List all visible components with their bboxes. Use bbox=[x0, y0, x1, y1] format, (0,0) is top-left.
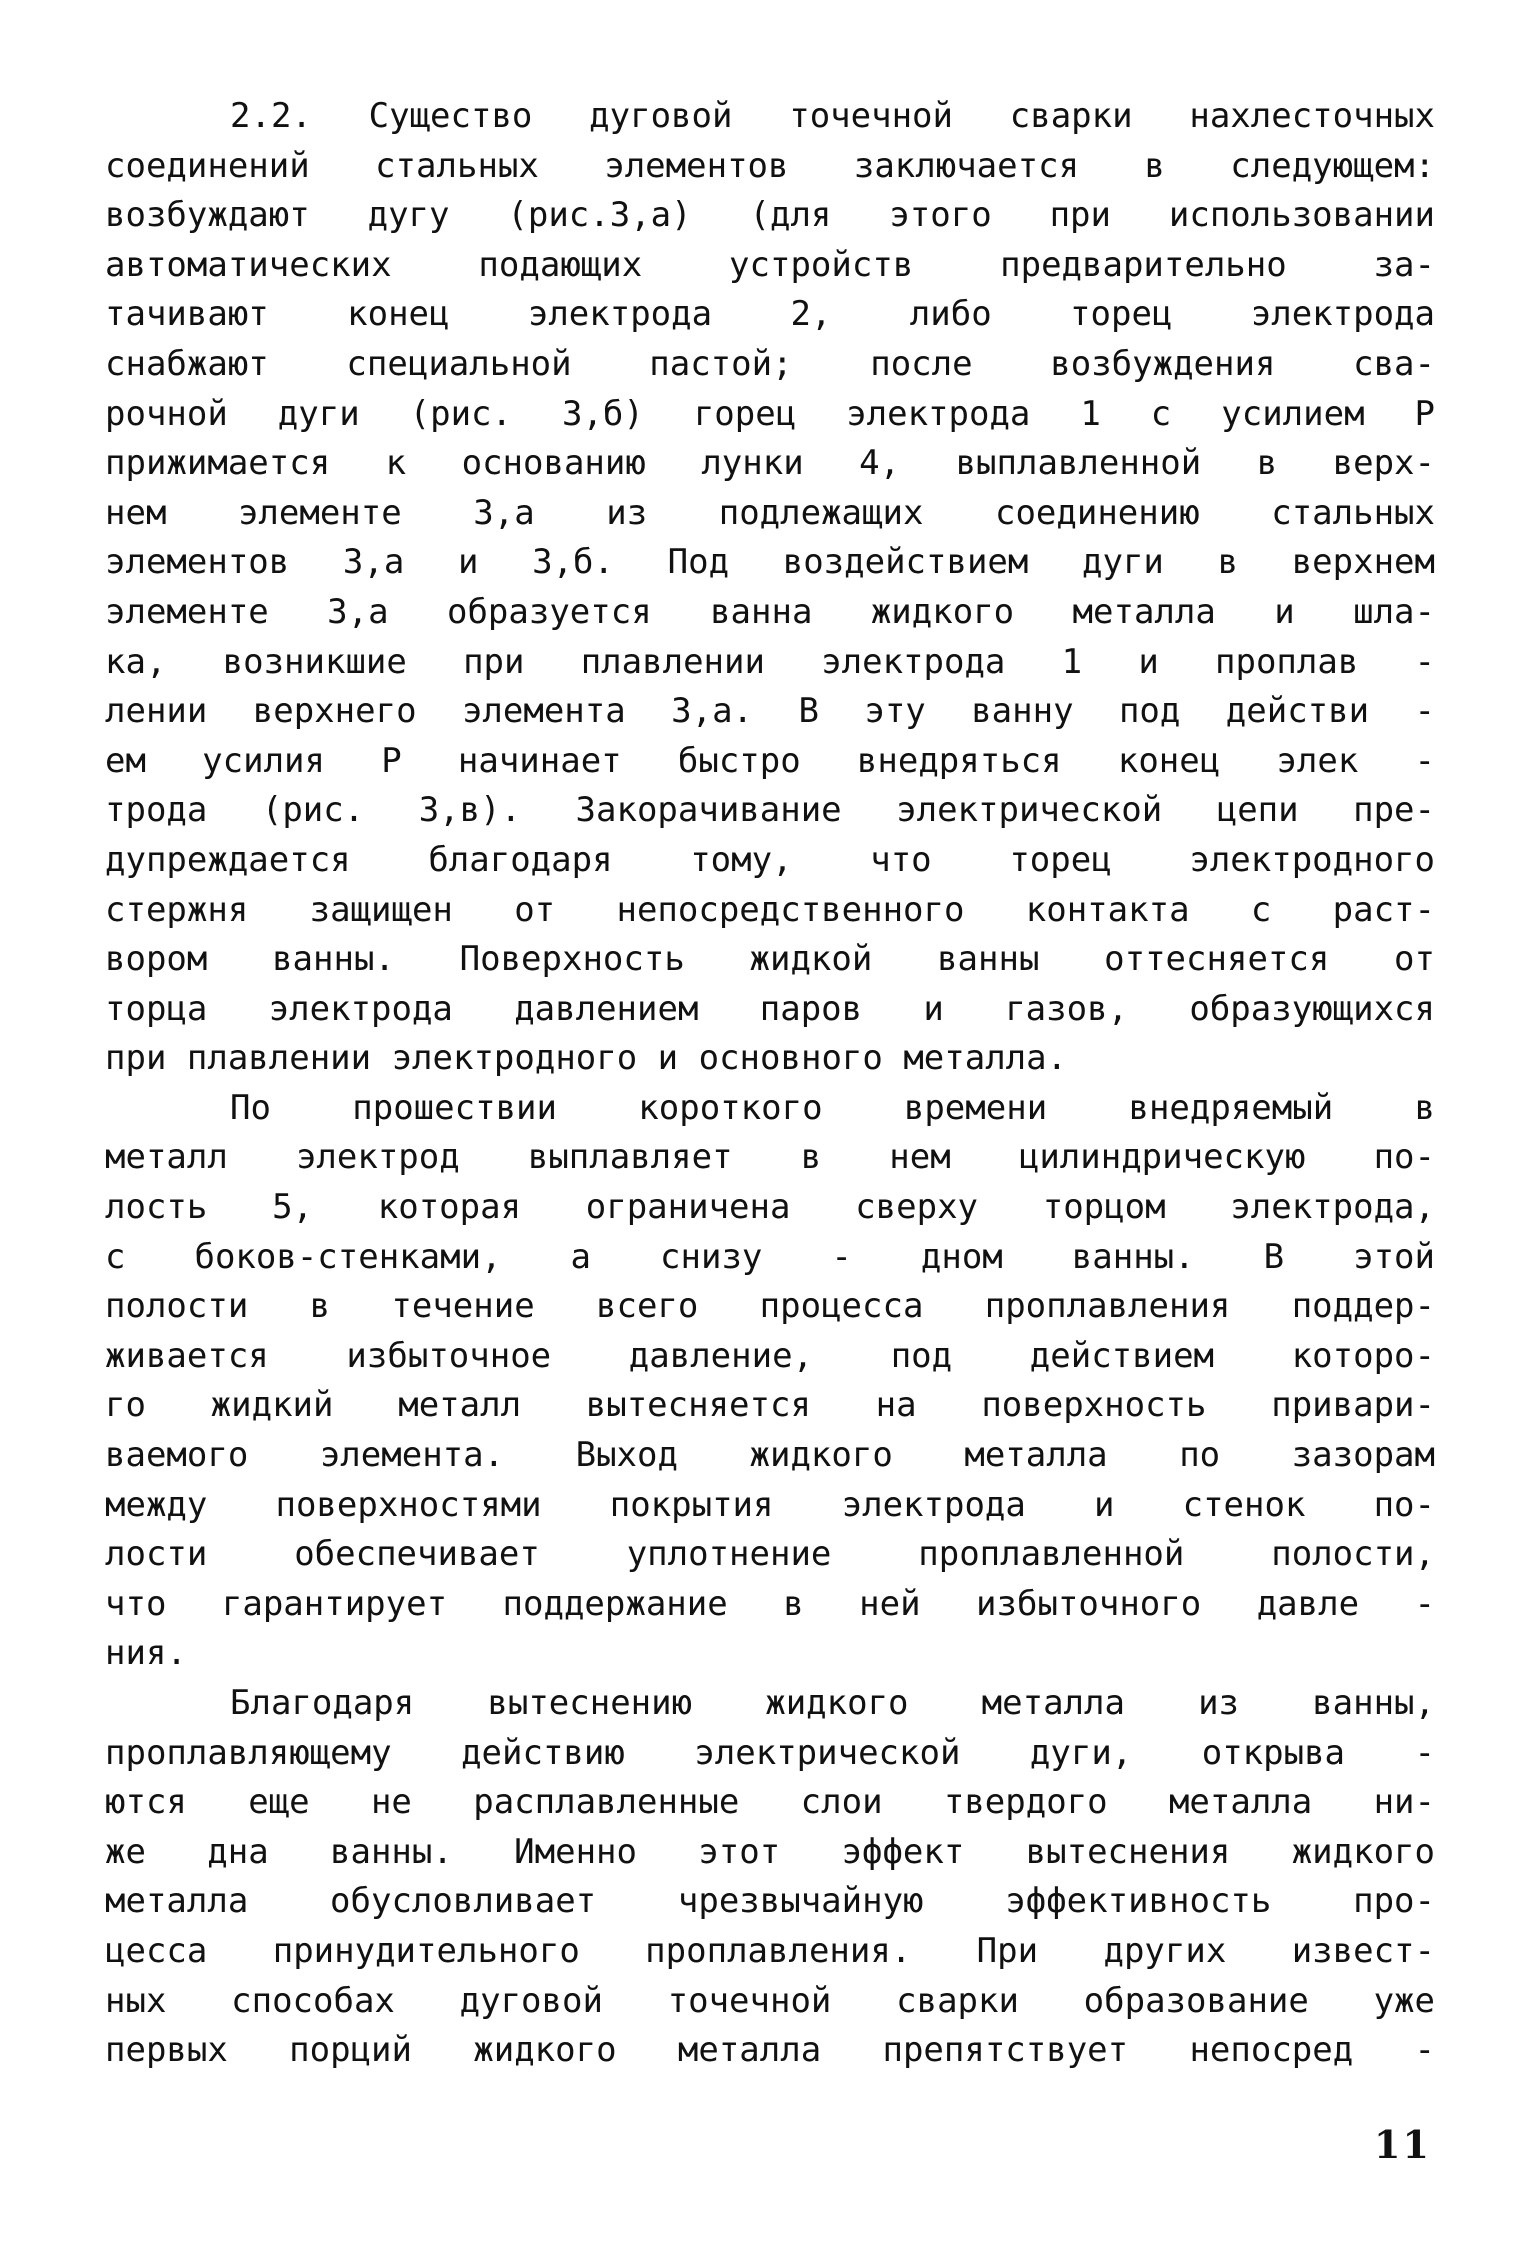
text-line: трода (рис. 3,в). Закорачивание электрической цепи пре- bbox=[105, 790, 1435, 831]
text-line: металл электрод выплавляет в нем цилиндрическую по- bbox=[105, 1137, 1435, 1178]
text-line: возбуждают дугу (рис.3,а) (для этого при использовании bbox=[105, 195, 1435, 236]
text-line: живается избыточное давление, под действием которо- bbox=[105, 1335, 1435, 1376]
text-line: ем усилия Р начинает быстро внедряться конец элек - bbox=[105, 740, 1435, 781]
text-line: между поверхностями покрытия электрода и стенок по- bbox=[105, 1484, 1435, 1525]
text-line: что гарантирует поддержание в ней избыточного давле - bbox=[105, 1583, 1435, 1624]
text-line: тачивают конец электрода 2, либо торец электрода bbox=[105, 294, 1435, 335]
text-line: ка, возникшие при плавлении электрода 1 и проплав - bbox=[105, 641, 1435, 682]
paragraph-3 bbox=[105, 1679, 1435, 2076]
text-line: торца электрода давлением паров и газов, образующихся bbox=[105, 988, 1435, 1029]
text-line: 2.2. Существо дуговой точечной сварки нахлесточных bbox=[230, 96, 1435, 136]
text-line: дупреждается благодаря тому, что торец электродного bbox=[105, 839, 1435, 880]
text-line: Благодаря вытеснению жидкого металла из ванны, bbox=[230, 1683, 1435, 1723]
text-line: же дна ванны. Именно этот эффект вытеснения жидкого bbox=[105, 1831, 1435, 1872]
text-line: вором ванны. Поверхность жидкой ванны оттесняется от bbox=[105, 939, 1435, 980]
text-line: прижимается к основанию лунки 4, выплавленной в верх- bbox=[105, 443, 1435, 484]
text-line: По прошествии короткого времени внедряемый в bbox=[230, 1087, 1435, 1128]
text-line: проплавляющему действию электрической дуги, открыва - bbox=[105, 1732, 1435, 1773]
page-number: 11 bbox=[1374, 2122, 1431, 2167]
text-line: ных способах дуговой точечной сварки образование уже bbox=[105, 1980, 1435, 2021]
paragraph-2 bbox=[105, 1084, 1435, 1679]
text-line: цесса принудительного проплавления. При других извест- bbox=[105, 1930, 1435, 1971]
paragraph-1 bbox=[105, 92, 1435, 1084]
text-line: при плавлении электродного и основного металла. bbox=[105, 1038, 1068, 1079]
text-line: лости обеспечивает уплотнение проплавленной полости, bbox=[105, 1534, 1435, 1575]
text-line: соединений стальных элементов заключается в следующем: bbox=[105, 145, 1435, 186]
text-line: первых порций жидкого металла препятствует непосред - bbox=[105, 2030, 1435, 2071]
text-line: ются еще не расплавленные слои твердого металла ни- bbox=[105, 1782, 1435, 1823]
text-line: стержня защищен от непосредственного контакта с раст- bbox=[105, 889, 1435, 930]
page-body bbox=[105, 92, 1435, 2076]
text-line: полости в течение всего процесса проплавления поддер- bbox=[105, 1286, 1435, 1327]
text-line: ваемого элемента. Выход жидкого металла по зазорам bbox=[105, 1435, 1435, 1476]
text-line: го жидкий металл вытесняется на поверхность привари- bbox=[105, 1385, 1435, 1426]
text-line: автоматических подающих устройств предварительно за- bbox=[105, 244, 1435, 285]
text-line: элементов 3,а и 3,б. Под воздействием дуги в верхнем bbox=[105, 542, 1435, 583]
text-line: с боков-стенками, а снизу - дном ванны. В этой bbox=[105, 1236, 1435, 1277]
text-line: ния. bbox=[105, 1633, 187, 1674]
text-line: рочной дуги (рис. 3,б) горец электрода 1 с усилием Р bbox=[105, 393, 1435, 434]
text-line: нем элементе 3,а из подлежащих соединению стальных bbox=[105, 492, 1435, 533]
text-line: снабжают специальной пастой; после возбуждения сва- bbox=[105, 343, 1435, 384]
text-line: элементе 3,а образуется ванна жидкого металла и шла- bbox=[105, 591, 1435, 632]
text-line: металла обусловливает чрезвычайную эффективность про- bbox=[105, 1881, 1435, 1922]
text-line: лении верхнего элемента 3,а. В эту ванну под действи - bbox=[105, 691, 1435, 732]
text-line: лость 5, которая ограничена сверху торцом электрода, bbox=[105, 1187, 1435, 1228]
